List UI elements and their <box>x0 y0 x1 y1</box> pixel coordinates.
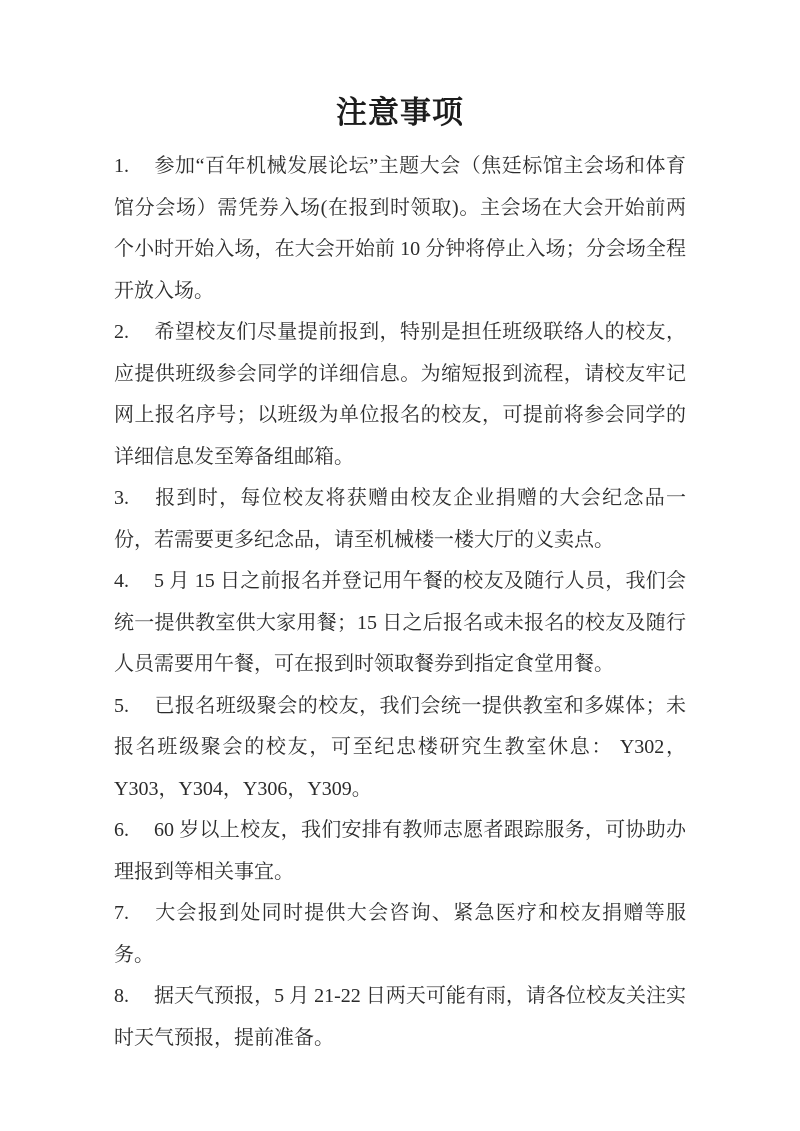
note-text: 已报名班级聚会的校友，我们会统一提供教室和多媒体；未报名班级聚会的校友，可至纪忠楼研究生教室休息： Y302，Y303，Y304，Y306，Y309。 <box>114 694 686 800</box>
note-number: 5. <box>114 694 129 717</box>
document-title: 注意事项 <box>336 95 464 130</box>
notes-list <box>114 146 686 1059</box>
note-text: 参加“百年机械发展论坛”主题大会（焦廷标馆主会场和体育馆分会场）需凭券入场(在报到时领取)。主会场在大会开始前两个小时开始入场，在大会开始前 10 分钟将停止入场；分会场全程开放入场。 <box>114 155 686 302</box>
note-item-6 <box>114 810 686 893</box>
note-item-5 <box>114 686 686 811</box>
note-number: 4. <box>114 570 129 592</box>
note-number: 8. <box>114 985 129 1007</box>
note-item-7 <box>114 893 686 976</box>
note-text: 大会报到处同时提供大会咨询、紧急医疗和校友捐赠等服务。 <box>114 902 686 966</box>
note-number: 6. <box>114 819 129 841</box>
note-text: 60 岁以上校友，我们安排有教师志愿者跟踪服务，可协助办理报到等相关事宜。 <box>114 819 686 883</box>
note-text: 据天气预报，5 月 21-22 日两天可能有雨，请各位校友关注实时天气预报，提前准备。 <box>114 985 686 1049</box>
note-number: 3. <box>114 487 129 509</box>
note-item-3 <box>114 478 686 561</box>
note-number: 2. <box>114 321 129 343</box>
note-item-1 <box>114 146 686 312</box>
note-item-2 <box>114 312 686 478</box>
note-number: 1. <box>114 155 129 177</box>
note-text: 5 月 15 日之前报名并登记用午餐的校友及随行人员，我们会统一提供教室供大家用餐；15 日之后报名或未报名的校友及随行人员需要用午餐，可在报到时领取餐券到指定食堂用餐。 <box>114 570 686 675</box>
note-item-8 <box>114 976 686 1059</box>
note-text: 报到时，每位校友将获赠由校友企业捐赠的大会纪念品一份，若需要更多纪念品，请至机械楼一楼大厅的义卖点。 <box>114 487 686 551</box>
note-number: 7. <box>114 902 129 924</box>
note-text: 希望校友们尽量提前报到，特别是担任班级联络人的校友，应提供班级参会同学的详细信息。为缩短报到流程，请校友牢记网上报名序号；以班级为单位报名的校友，可提前将参会同学的详细信息发至筹备组邮箱。 <box>114 321 686 468</box>
note-item-4 <box>114 561 686 686</box>
